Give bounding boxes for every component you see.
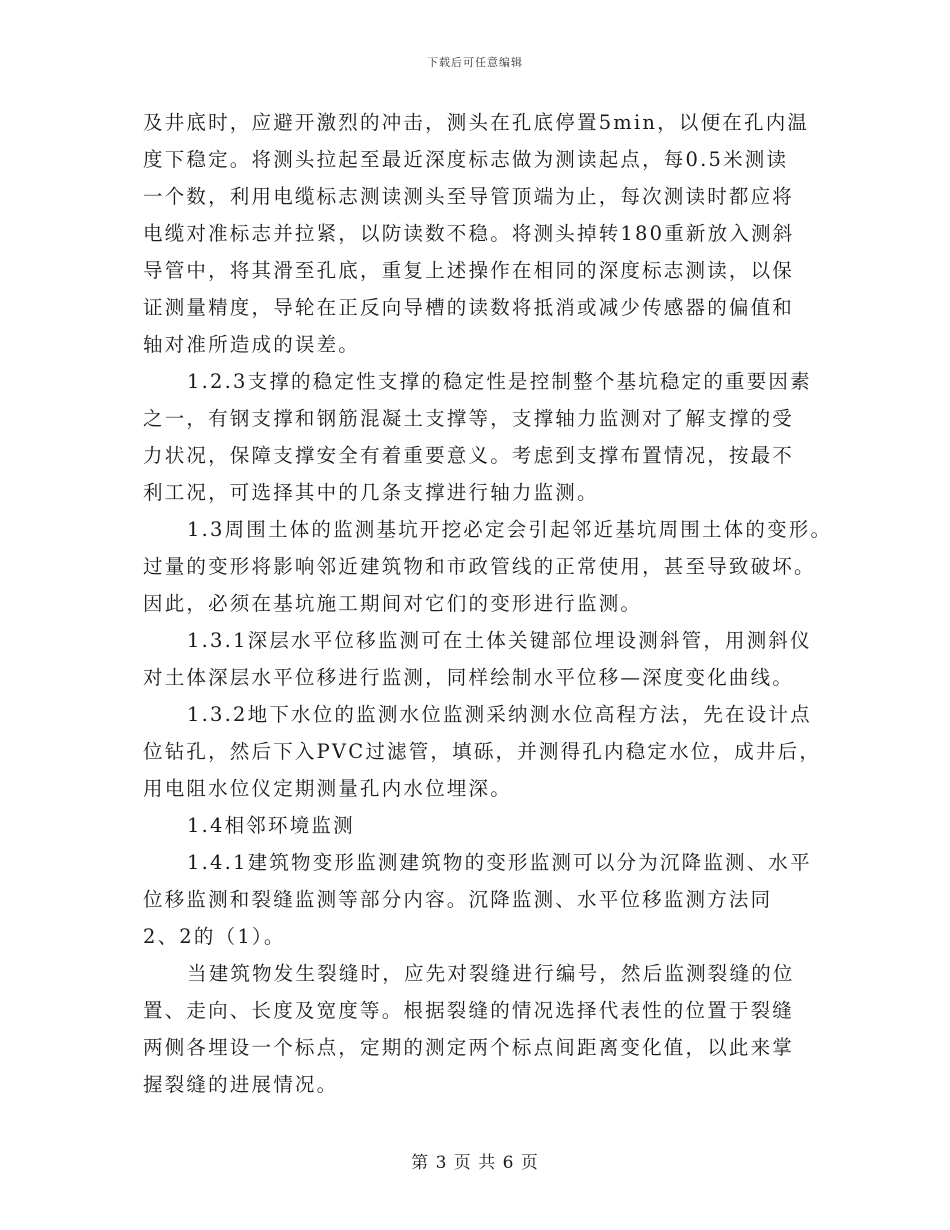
text-line: 当建筑物发生裂缝时，应先对裂缝进行编号，然后监测裂缝的位 xyxy=(187,962,795,985)
text-line: 2、2的（1）。 xyxy=(143,925,286,948)
text-line: 置、走向、长度及宽度等。根据裂缝的情况选择代表性的位置于裂缝 xyxy=(143,999,795,1022)
text-line: 握裂缝的进展情况。 xyxy=(143,1073,339,1096)
text-line: 1.3.1深层水平位移监测可在土体关键部位埋设测斜管，用测斜仪 xyxy=(187,629,812,652)
text-line: 用电阻水位仪定期测量孔内水位埋深。 xyxy=(143,777,512,800)
text-line: 1.2.3支撑的稳定性支撑的稳定性是控制整个基坑稳定的重要因素 xyxy=(187,370,812,393)
text-line: 1.3.2地下水位的监测水位监测采纳测水位高程方法，先在设计点 xyxy=(187,703,812,726)
text-line: 力状况，保障支撑安全有着重要意义。考虑到支撑布置情况，按最不 xyxy=(143,444,795,467)
text-line: 1.3周围土体的监测基坑开挖必定会引起邻近基坑周围土体的变形。 xyxy=(187,518,833,541)
text-line: 过量的变形将影响邻近建筑物和市政管线的正常使用，甚至导致破坏。 xyxy=(143,555,816,578)
text-line: 之一，有钢支撑和钢筋混凝土支撑等，支撑轴力监测对了解支撑的受 xyxy=(143,407,795,430)
text-line: 利工况，可选择其中的几条支撑进行轴力监测。 xyxy=(143,481,599,504)
text-line: 1.4相邻环境监测 xyxy=(187,814,355,837)
text-line: 电缆对准标志并拉紧，以防读数不稳。将测头掉转180重新放入测斜 xyxy=(143,222,795,245)
text-line: 位移监测和裂缝监测等部分内容。沉降监测、水平位移监测方法同 xyxy=(143,888,773,911)
text-line: 一个数，利用电缆标志测读测头至导管顶端为止，每次测读时都应将 xyxy=(143,185,795,208)
text-line: 轴对准所造成的误差。 xyxy=(143,333,361,356)
text-line: 1.4.1建筑物变形监测建筑物的变形监测可以分为沉降监测、水平 xyxy=(187,851,812,874)
text-line: 导管中，将其滑至孔底，重复上述操作在相同的深度标志测读，以保 xyxy=(143,259,795,282)
page-number: 第 3 页 共 6 页 xyxy=(411,1153,539,1173)
text-line: 位钻孔，然后下入PVC过滤管，填砾，并测得孔内稳定水位，成井后， xyxy=(143,740,822,763)
text-line: 证测量精度，导轮在正反向导槽的读数将抵消或减少传感器的偏值和 xyxy=(143,296,795,319)
document-body xyxy=(143,104,843,1103)
text-line: 对土体深层水平位移进行监测，同样绘制水平位移—深度变化曲线。 xyxy=(143,666,795,689)
text-line: 度下稳定。将测头拉起至最近深度标志做为测读起点，每0.5米测读 xyxy=(143,148,789,171)
text-line: 两侧各埋设一个标点，定期的测定两个标点间距离变化值，以此来掌 xyxy=(143,1036,795,1059)
text-line: 及井底时，应避开激烈的冲击，测头在孔底停置5min，以便在孔内温 xyxy=(143,111,810,134)
page-header-note: 下载后可任意编辑 xyxy=(427,56,523,69)
text-line: 因此，必须在基坑施工期间对它们的变形进行监测。 xyxy=(143,592,643,615)
